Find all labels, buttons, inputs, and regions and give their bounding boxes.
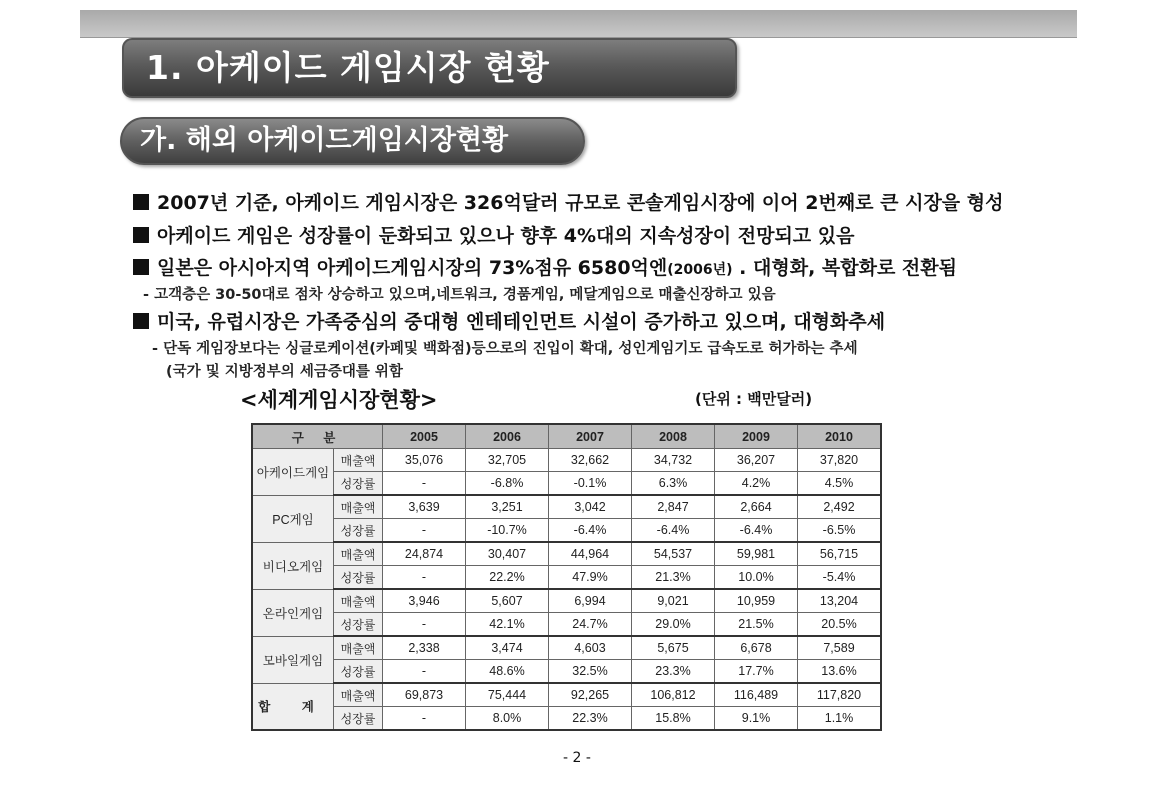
value-cell: -6.4% [632, 519, 715, 543]
bullet-3 [133, 253, 957, 280]
value-cell: 2,847 [632, 495, 715, 519]
header-year: 2009 [715, 424, 798, 449]
square-bullet-icon [133, 313, 149, 329]
value-cell: -0.1% [549, 472, 632, 496]
value-cell: 22.3% [549, 707, 632, 731]
value-cell: 13.6% [798, 660, 882, 684]
table-row [252, 519, 881, 543]
header-year: 2006 [466, 424, 549, 449]
section-title: 가. 해외 아케이드게임시장현황 [120, 117, 585, 165]
value-cell: - [383, 707, 466, 731]
value-cell: 6,678 [715, 636, 798, 660]
value-cell: 29.0% [632, 613, 715, 637]
value-cell: 3,639 [383, 495, 466, 519]
value-cell: 15.8% [632, 707, 715, 731]
page-number: - 2 - [563, 750, 591, 766]
value-cell: 4,603 [549, 636, 632, 660]
value-cell: 2,338 [383, 636, 466, 660]
metric-sales-cell: 매출액 [334, 449, 383, 472]
value-cell: -6.5% [798, 519, 882, 543]
value-cell: - [383, 660, 466, 684]
value-cell: 3,251 [466, 495, 549, 519]
subline-2: - 단독 게임장보다는 싱글로케이션(카페및 백화점)등으로의 진입이 확대, 성인게임기도 급속도로 허가하는 추세 [152, 341, 858, 357]
metric-sales-cell: 매출액 [334, 542, 383, 566]
table-row [252, 472, 881, 496]
value-cell: 6,994 [549, 589, 632, 613]
value-cell: - [383, 566, 466, 590]
square-bullet-icon [133, 259, 149, 275]
value-cell: 20.5% [798, 613, 882, 637]
table-row [252, 707, 881, 731]
metric-sales-cell: 매출액 [334, 495, 383, 519]
metric-growth-cell: 성장률 [334, 566, 383, 590]
value-cell: 116,489 [715, 683, 798, 707]
bullet-3-year: (2006년) [667, 262, 733, 278]
bullet-3-text: 일본은 아시아지역 아케이드게임시장의 73%점유 6580억엔 [157, 257, 668, 279]
value-cell: 4.5% [798, 472, 882, 496]
metric-growth-cell: 성장률 [334, 707, 383, 731]
value-cell: 6.3% [632, 472, 715, 496]
metric-sales-cell: 매출액 [334, 589, 383, 613]
value-cell: 44,964 [549, 542, 632, 566]
bullet-4 [133, 307, 885, 334]
value-cell: 32,662 [549, 449, 632, 472]
value-cell: 32,705 [466, 449, 549, 472]
value-cell: 2,492 [798, 495, 882, 519]
page-title: 1. 아케이드 게임시장 현황 [122, 38, 737, 98]
subline-1: - 고객층은 30-50대로 점차 상승하고 있으며,네트워크, 경품게임, 메달게임으로 매출신장하고 있음 [143, 287, 776, 303]
table-row [252, 613, 881, 637]
header-category: 구 분 [252, 424, 383, 449]
value-cell: 92,265 [549, 683, 632, 707]
table-unit: (단위 : 백만달러) [695, 390, 813, 408]
metric-growth-cell: 성장률 [334, 472, 383, 496]
value-cell: -6.8% [466, 472, 549, 496]
value-cell: 21.5% [715, 613, 798, 637]
subline-3: (국가 및 지방정부의 세금증대를 위함 [166, 364, 403, 380]
value-cell: 2,664 [715, 495, 798, 519]
metric-growth-cell: 성장률 [334, 613, 383, 637]
value-cell: - [383, 519, 466, 543]
category-cell: 아케이드게임 [252, 449, 334, 496]
value-cell: 48.6% [466, 660, 549, 684]
metric-sales-cell: 매출액 [334, 636, 383, 660]
value-cell: 3,946 [383, 589, 466, 613]
metric-growth-cell: 성장률 [334, 660, 383, 684]
value-cell: 21.3% [632, 566, 715, 590]
value-cell: 34,732 [632, 449, 715, 472]
value-cell: 22.2% [466, 566, 549, 590]
value-cell: 24.7% [549, 613, 632, 637]
bullet-4-text: 미국, 유럽시장은 가족중심의 중대형 엔테테인먼트 시설이 증가하고 있으며, 대형화추세 [157, 311, 886, 333]
square-bullet-icon [133, 227, 149, 243]
value-cell: 10.0% [715, 566, 798, 590]
value-cell: -6.4% [715, 519, 798, 543]
metric-sales-cell: 매출액 [334, 683, 383, 707]
value-cell: 23.3% [632, 660, 715, 684]
value-cell: 3,042 [549, 495, 632, 519]
header-year: 2005 [383, 424, 466, 449]
bullet-2-text: 아케이드 게임은 성장률이 둔화되고 있으나 향후 4%대의 지속성장이 전망되고 있음 [157, 225, 855, 247]
top-header-bar [80, 10, 1077, 38]
value-cell: 5,607 [466, 589, 549, 613]
square-bullet-icon [133, 194, 149, 210]
header-year: 2007 [549, 424, 632, 449]
value-cell: -10.7% [466, 519, 549, 543]
value-cell: - [383, 472, 466, 496]
value-cell: 54,537 [632, 542, 715, 566]
table-row [252, 589, 881, 613]
header-year: 2010 [798, 424, 882, 449]
value-cell: 9.1% [715, 707, 798, 731]
value-cell: 3,474 [466, 636, 549, 660]
world-game-market-table [251, 423, 882, 731]
value-cell: 75,444 [466, 683, 549, 707]
value-cell: 56,715 [798, 542, 882, 566]
header-year: 2008 [632, 424, 715, 449]
table-row [252, 495, 881, 519]
table-row [252, 542, 881, 566]
value-cell: 117,820 [798, 683, 882, 707]
bullet-1 [133, 188, 1004, 215]
value-cell: 69,873 [383, 683, 466, 707]
value-cell: 13,204 [798, 589, 882, 613]
value-cell: 37,820 [798, 449, 882, 472]
value-cell: 30,407 [466, 542, 549, 566]
category-cell: 합 계 [252, 683, 334, 730]
value-cell: 47.9% [549, 566, 632, 590]
table-header-row [252, 424, 881, 449]
value-cell: 59,981 [715, 542, 798, 566]
value-cell: 106,812 [632, 683, 715, 707]
value-cell: 35,076 [383, 449, 466, 472]
value-cell: 4.2% [715, 472, 798, 496]
value-cell: 36,207 [715, 449, 798, 472]
bullet-2 [133, 221, 854, 248]
value-cell: 8.0% [466, 707, 549, 731]
value-cell: 42.1% [466, 613, 549, 637]
table-row [252, 636, 881, 660]
table-row [252, 566, 881, 590]
table-row [252, 683, 881, 707]
bullet-3-rest: . 대형화, 복합화로 전환됨 [732, 257, 957, 279]
bullet-1-text: 2007년 기준, 아케이드 게임시장은 326억달러 규모로 콘솔게임시장에 이어 2번째로 큰 시장을 형성 [157, 192, 1004, 214]
value-cell: 9,021 [632, 589, 715, 613]
category-cell: 모바일게임 [252, 636, 334, 683]
value-cell: 32.5% [549, 660, 632, 684]
value-cell: 7,589 [798, 636, 882, 660]
table-title: <세계게임시장현황> [240, 388, 438, 412]
value-cell: 10,959 [715, 589, 798, 613]
category-cell: PC게임 [252, 495, 334, 542]
table-row [252, 660, 881, 684]
value-cell: 5,675 [632, 636, 715, 660]
metric-growth-cell: 성장률 [334, 519, 383, 543]
value-cell: - [383, 613, 466, 637]
table-row [252, 449, 881, 472]
value-cell: 17.7% [715, 660, 798, 684]
value-cell: -6.4% [549, 519, 632, 543]
category-cell: 온라인게임 [252, 589, 334, 636]
value-cell: 1.1% [798, 707, 882, 731]
value-cell: 24,874 [383, 542, 466, 566]
category-cell: 비디오게임 [252, 542, 334, 589]
value-cell: -5.4% [798, 566, 882, 590]
